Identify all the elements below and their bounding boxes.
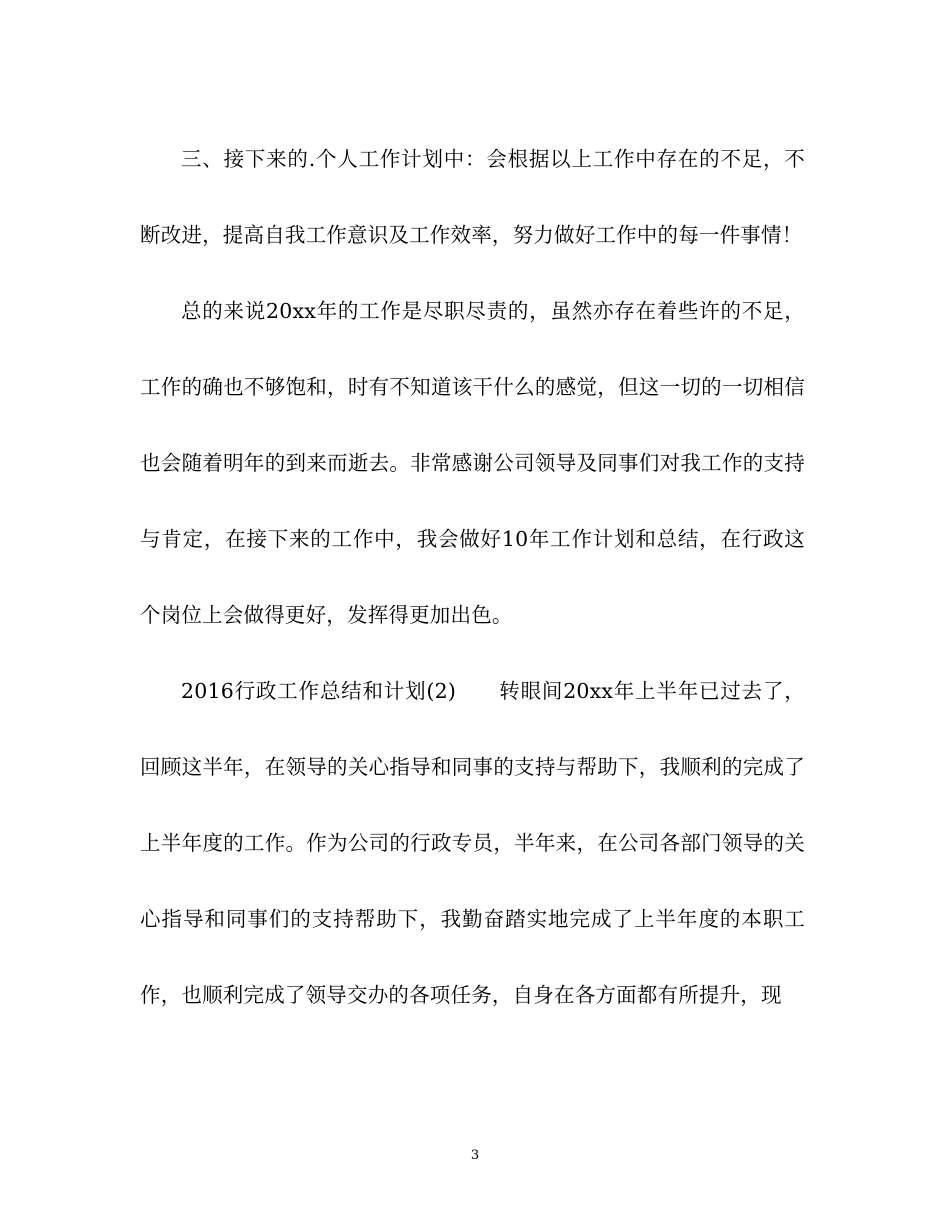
page-number: 3 — [470, 1148, 480, 1163]
paragraph-half-year-review: 2016行政工作总结和计划(2) 转眼间20xx年上半年已过去了，回顾这半年，在领导的关心指导和同事的支持与帮助下，我顺利的完成了上半年度的工作。作为公司的行政专员，半年来，在公司各部门领导的关心指导和同事们的支持帮助下，我勤奋踏实地完成了上半年度的本职工作，也顺利完成了领导交办的各项任务，自身在各方面都有所提升，现 — [140, 679, 805, 1007]
paragraph-annual-summary: 总的来说20xx年的工作是尽职尽责的，虽然亦存在着些许的不足，工作的确也不够饱和，时有不知道该干什么的感觉，但这一切的一切相信也会随着明年的到来而逝去。非常感谢公司领导及同事们对我工作的支持与肯定，在接下来的工作中，我会做好10年工作计划和总结，在行政这个岗位上会做得更好，发挥得更加出色。 — [140, 299, 805, 627]
document-body — [140, 121, 805, 1033]
paragraph-work-plan: 三、接下来的.个人工作计划中：会根据以上工作中存在的不足，不断改进，提高自我工作意识及工作效率，努力做好工作中的每一件事情！ — [140, 147, 805, 247]
